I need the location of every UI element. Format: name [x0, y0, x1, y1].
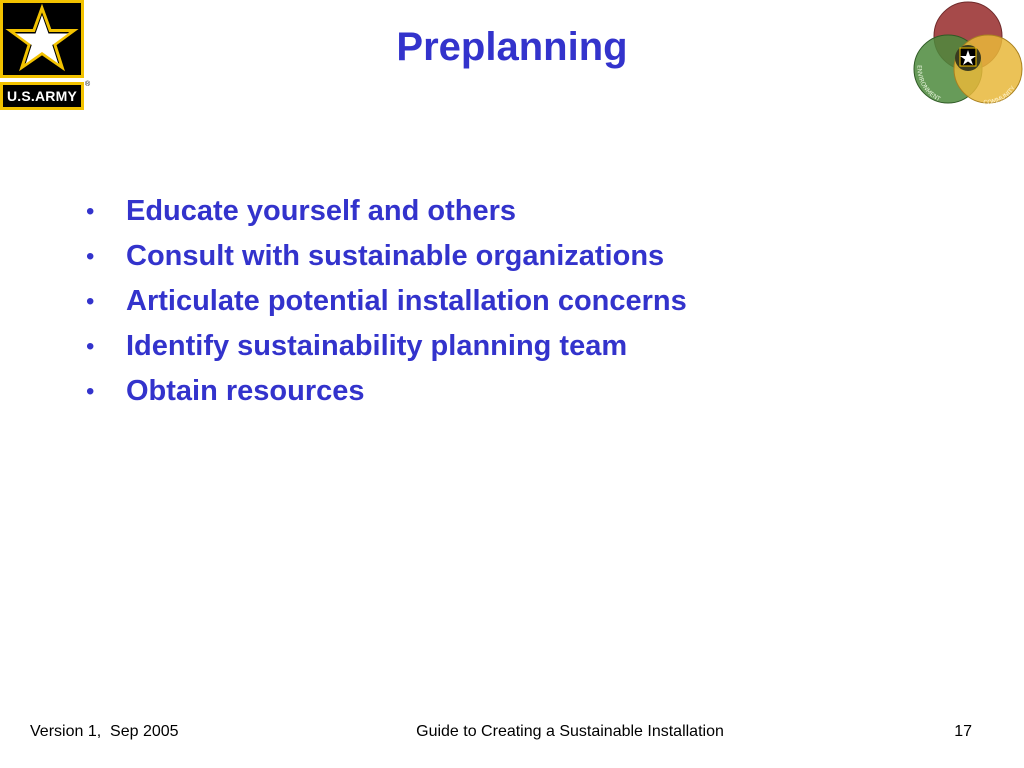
- bullet-item: [86, 189, 687, 234]
- bullet-list: [86, 189, 687, 414]
- bullet-item: [86, 324, 687, 369]
- sustainability-venn-seal: [908, 0, 1024, 112]
- bullet-icon: •: [86, 333, 95, 360]
- bullet-text: Identify sustainability planning team: [126, 330, 628, 362]
- bullet-icon: •: [86, 198, 95, 225]
- bullet-text: Consult with sustainable organizations: [126, 240, 665, 272]
- bullet-text: Articulate potential installation concerns: [126, 285, 687, 317]
- bullet-text: Obtain resources: [126, 375, 365, 407]
- registered-mark: ®: [85, 81, 91, 88]
- bullet-icon: •: [86, 378, 95, 405]
- slide-title: Preplanning: [396, 25, 628, 69]
- bullet-icon: •: [86, 288, 95, 315]
- footer-version: Version 1, Sep 2005: [30, 723, 179, 740]
- bullet-icon: •: [86, 243, 95, 270]
- seal-label-environment: ENVIRONMENT: [915, 64, 942, 103]
- footer-doc-title: Guide to Creating a Sustainable Installation: [416, 723, 724, 740]
- bullet-text: Educate yourself and others: [126, 195, 516, 227]
- seal-label-community: COMMUNITY: [983, 84, 1017, 107]
- bullet-item: [86, 369, 687, 414]
- army-wordmark: U.S.ARMY: [0, 82, 84, 110]
- footer-page-number: 17: [954, 723, 972, 740]
- bullet-item: [86, 279, 687, 324]
- bullet-item: [86, 234, 687, 279]
